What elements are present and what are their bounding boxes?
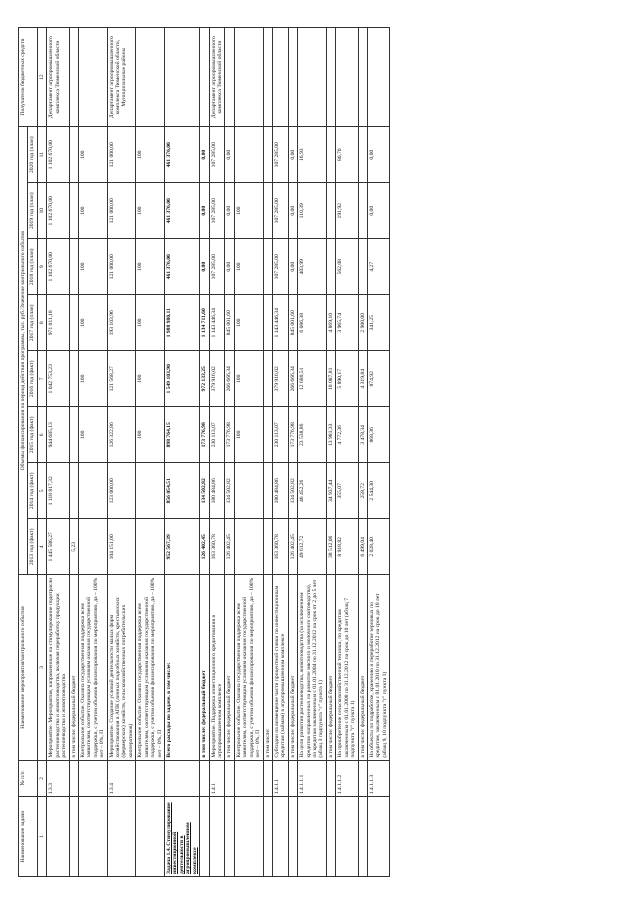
row-value: 38 512,06 xyxy=(326,519,335,575)
row-value: 403,99 xyxy=(298,239,327,295)
column-number-12: 12 xyxy=(37,28,46,127)
row-value: 80,70 xyxy=(336,127,358,183)
row-value xyxy=(263,127,272,183)
row-description: Мероприятие. Создание условий деятельности малых форм хозяйствования в АПК (личных подсобных хозяйств, крестьянских (фермерских) хозяйств, сельскохозяйственных потребительских кооперативов) xyxy=(107,575,136,760)
year-header-7: 2019 год (план) xyxy=(28,183,37,239)
row-value: 110,39 xyxy=(298,183,327,239)
program-table xyxy=(18,27,390,877)
row-value xyxy=(234,127,263,183)
row-value xyxy=(69,463,78,519)
row-value: 4 869,10 xyxy=(326,295,335,351)
table-row xyxy=(288,28,297,877)
table-row xyxy=(200,28,209,877)
row-value: 379 916,02 xyxy=(272,351,288,407)
row-value: 0,00 xyxy=(288,183,297,239)
row-value: 1 102 670,00 xyxy=(47,183,69,239)
row-value xyxy=(234,519,263,575)
row-task xyxy=(326,797,335,877)
table-row xyxy=(69,28,78,877)
row-value: 0,00 xyxy=(225,127,234,183)
row-value: 266 666,34 xyxy=(225,351,234,407)
row-value: 121 000,00 xyxy=(107,239,136,295)
table-row xyxy=(298,28,327,877)
row-value: 100 xyxy=(234,295,263,351)
row-value xyxy=(326,127,335,183)
year-header-5: 2017 год (план) xyxy=(28,295,37,351)
row-value: 1 143 446,34 xyxy=(209,295,225,351)
row-task xyxy=(78,797,107,877)
row-value xyxy=(69,351,78,407)
row-value: 107 285,00 xyxy=(209,239,225,295)
row-recipient xyxy=(225,28,234,127)
header-recipients: Получатели бюджетных средств xyxy=(19,28,38,127)
row-recipient: Департамент агропромышленного комплекса Тюменской области xyxy=(47,28,69,127)
table-row xyxy=(272,28,288,877)
row-value: 100 xyxy=(78,183,107,239)
table-row xyxy=(358,28,367,877)
row-value: 23 538,86 xyxy=(298,407,327,463)
row-number: 1.4.1.1.3 xyxy=(367,760,389,797)
row-recipient xyxy=(200,28,209,127)
row-description: в том числе: федеральный бюджет xyxy=(69,575,78,760)
year-header-1: 2013 год (факт) xyxy=(28,519,37,575)
year-header-2: 2014 год (факт) xyxy=(28,463,37,519)
row-task xyxy=(225,797,234,877)
row-value xyxy=(358,183,367,239)
row-recipient xyxy=(136,28,165,127)
row-recipient: Департамент агропромышленного комплекса Тюменской области xyxy=(209,28,225,127)
row-value xyxy=(69,239,78,295)
row-value: 972 133,25 xyxy=(200,351,209,407)
row-value xyxy=(136,463,165,519)
row-value: 100 xyxy=(136,407,165,463)
row-task xyxy=(288,797,297,877)
column-number-7: 7 xyxy=(37,351,46,407)
header-num: № п/п xyxy=(19,760,38,797)
row-value: 100 xyxy=(78,127,107,183)
row-value: 952 567,39 xyxy=(165,519,200,575)
row-task xyxy=(298,797,327,877)
table-row xyxy=(107,28,136,877)
row-value: 6 499,04 xyxy=(358,519,367,575)
column-number-5: 5 xyxy=(37,463,46,519)
row-task: Задача 1.4. Стимулирование инвестиционной деятельности в агропромышленном комплексе xyxy=(165,797,200,877)
row-value: 104 151,00 xyxy=(107,519,136,575)
row-value xyxy=(358,239,367,295)
row-value: 0,00 xyxy=(200,127,209,183)
row-value: 100 xyxy=(234,183,263,239)
row-recipient xyxy=(263,28,272,127)
row-value: 8 918,82 xyxy=(336,519,358,575)
row-value: 1 134 711,60 xyxy=(200,295,209,351)
row-value: 4,27 xyxy=(367,239,389,295)
row-description: в том числе: федеральный бюджет xyxy=(326,575,335,760)
row-value: 134 502,82 xyxy=(288,463,297,519)
row-number xyxy=(136,760,165,797)
row-value: 10 087,81 xyxy=(326,351,335,407)
column-number-2: 2 xyxy=(37,760,46,797)
row-task xyxy=(272,797,288,877)
row-task xyxy=(200,797,209,877)
row-value xyxy=(78,463,107,519)
row-description: Всего расходы по задаче, в том числе: xyxy=(165,575,200,760)
row-description: Мероприятие. Мероприятия, направленные на стимулирование подотрасли растениеводства и животноводства, включая переработку продукции растениеводства и животноводства xyxy=(47,575,69,760)
row-number xyxy=(200,760,209,797)
row-description: Мероприятие. Поддержка инвестиционного кредитования в агропромышленном комплексе xyxy=(209,575,225,760)
row-value: 1 102 670,00 xyxy=(47,127,69,183)
row-value: 379 916,02 xyxy=(209,351,225,407)
table-row xyxy=(225,28,234,877)
row-value: 0,00 xyxy=(288,127,297,183)
row-value: 100 xyxy=(234,407,263,463)
row-value: 874,92 xyxy=(367,351,389,407)
row-value: 100 xyxy=(78,295,107,351)
row-recipient xyxy=(288,28,297,127)
row-value: 230 113,07 xyxy=(272,407,288,463)
row-description: На объекты по подработке, хранению и переработке зерновых по кредитам, заключенным с 01.01.2010 по 31.12.2012 на срок до 10 лет (абзац 9, 10 подпункта "г" пункта 1) xyxy=(367,575,389,760)
row-value: 845 001,60 xyxy=(225,295,234,351)
row-recipient: Департамент агропромышленного комплекса Тюменской области, Муниципальные районы xyxy=(107,28,136,127)
row-description: в том числе: федеральный бюджет xyxy=(225,575,234,760)
row-value: 12 680,51 xyxy=(298,351,327,407)
table-row xyxy=(326,28,335,877)
row-value xyxy=(69,183,78,239)
row-task xyxy=(47,797,69,877)
row-value: 1 549 103,90 xyxy=(165,351,200,407)
column-number-4: 4 xyxy=(37,519,46,575)
table-row xyxy=(263,28,272,877)
row-task xyxy=(136,797,165,877)
table-row xyxy=(165,28,200,877)
row-value: 100 xyxy=(136,127,165,183)
row-value: 461 376,00 xyxy=(165,183,200,239)
row-value: 4 772,36 xyxy=(336,407,358,463)
row-task xyxy=(234,797,263,877)
row-value: 121 568,27 xyxy=(107,351,136,407)
row-recipient xyxy=(358,28,367,127)
year-header-8: 2020 год (план) xyxy=(28,127,37,183)
row-value: 5 890,17 xyxy=(336,351,358,407)
row-value: 126 402,45 xyxy=(288,519,297,575)
row-value: 163 360,78 xyxy=(209,519,225,575)
row-description: в том числе: федеральный бюджет xyxy=(288,575,297,760)
row-recipient xyxy=(298,28,327,127)
row-value: 6 086,38 xyxy=(298,295,327,351)
row-value: 461 376,00 xyxy=(165,239,200,295)
row-value: 107 285,00 xyxy=(272,127,288,183)
row-value: 1 143 446,34 xyxy=(272,295,288,351)
row-value: 845 001,60 xyxy=(288,295,297,351)
column-number-10: 10 xyxy=(37,183,46,239)
row-value xyxy=(263,463,272,519)
row-value: 107 285,00 xyxy=(272,183,288,239)
row-value: 1 445 586,27 xyxy=(47,519,69,575)
row-value: 100 xyxy=(78,351,107,407)
row-value: 2 028,40 xyxy=(367,519,389,575)
row-value: 856 054,51 xyxy=(165,463,200,519)
row-value: 134 502,82 xyxy=(225,463,234,519)
row-value xyxy=(136,519,165,575)
row-value: 3 478,34 xyxy=(358,407,367,463)
row-value: 191,92 xyxy=(336,183,358,239)
row-value: 1 118 817,32 xyxy=(47,463,69,519)
row-description: в том числе: федеральный бюджет xyxy=(200,575,209,760)
row-number: 1.4.1 xyxy=(209,760,225,797)
row-recipient xyxy=(336,28,358,127)
row-recipient xyxy=(78,28,107,127)
row-value: 180 484,86 xyxy=(209,463,225,519)
row-value: 1 988 980,11 xyxy=(165,295,200,351)
row-value: 461 376,00 xyxy=(165,127,200,183)
table-row xyxy=(234,28,263,877)
row-value: 121 000,00 xyxy=(107,183,136,239)
header-funding: Объемы финансирования на период действия программы, тыс. руб./Значение контрольного события xyxy=(19,127,28,575)
row-value: 0,00 xyxy=(288,239,297,295)
row-number: 1.4.1.1 xyxy=(272,760,288,797)
row-value: 341,25 xyxy=(367,295,389,351)
row-value: 49 612,72 xyxy=(298,519,327,575)
row-value: 107 285,00 xyxy=(209,127,225,183)
header-event: Наименование мероприятия/контрольного события xyxy=(19,575,38,760)
row-value: 971 011,18 xyxy=(47,295,69,351)
row-number xyxy=(69,760,78,797)
row-value: 126 402,45 xyxy=(200,519,209,575)
row-value: 100 xyxy=(234,239,263,295)
row-value: 0,00 xyxy=(367,127,389,183)
table-row xyxy=(336,28,358,877)
row-task xyxy=(107,797,136,877)
row-number: 1.3.3 xyxy=(47,760,69,797)
table-row xyxy=(78,28,107,877)
row-number: 1.4.1.1.2 xyxy=(336,760,358,797)
row-recipient xyxy=(326,28,335,127)
row-number xyxy=(78,760,107,797)
row-value: 100 xyxy=(136,351,165,407)
row-value: 100 xyxy=(136,239,165,295)
row-number xyxy=(288,760,297,797)
row-number: 1.3.4 xyxy=(107,760,136,797)
row-number xyxy=(263,760,272,797)
row-value: 5,23 xyxy=(69,519,78,575)
row-value: 126 402,45 xyxy=(225,519,234,575)
row-value: 4 319,84 xyxy=(358,351,367,407)
row-value xyxy=(78,519,107,575)
row-value: 355,07 xyxy=(336,463,358,519)
row-value: 0,00 xyxy=(225,239,234,295)
table-row xyxy=(367,28,389,877)
row-value: 868,36 xyxy=(367,407,389,463)
row-value: 2 544,30 xyxy=(367,463,389,519)
row-value: 121 000,00 xyxy=(107,127,136,183)
row-number: 1.4.1.1.1 xyxy=(298,760,327,797)
row-value xyxy=(358,127,367,183)
row-value: 173 776,98 xyxy=(200,407,209,463)
row-value: 180 484,86 xyxy=(272,463,288,519)
row-value xyxy=(263,239,272,295)
row-description: в том числе: xyxy=(263,575,272,760)
year-header-4: 2016 год (факт) xyxy=(28,351,37,407)
row-value: 230 113,07 xyxy=(209,407,225,463)
row-description: На цели развития растениеводства, животноводства (за исключением кредитов направленных на развитие мясного и молочного скотоводства), по кредитам заключенным с 01.01.2004 по 31.12.2012 на срок от 2 до 5 лет (абзац 3 подпункта "г" пункта 1) xyxy=(298,575,327,760)
row-value: 100 xyxy=(234,351,263,407)
row-value: 258,72 xyxy=(358,463,367,519)
row-value: 193 103,96 xyxy=(107,295,136,351)
row-value: 1 042 753,23 xyxy=(47,351,69,407)
row-value xyxy=(69,407,78,463)
row-description: Субсидии на возмещение части процентной ставки по инвестиционным кредитам (займам) в агропромышленном комплексе xyxy=(272,575,288,760)
row-value xyxy=(263,295,272,351)
row-value: 34 937,44 xyxy=(326,463,335,519)
row-value: 562,08 xyxy=(336,239,358,295)
row-number xyxy=(326,760,335,797)
row-number xyxy=(165,760,200,797)
row-description: Контрольное событие. Оказана государственная поддержка всем заявителям, соответствующим условиям оказания государственной поддержки, с учетом объемов финансирования по мероприятию, да – 100% нет – 0%, П xyxy=(234,575,263,760)
header-task: Наименование задачи xyxy=(19,797,38,877)
row-recipient xyxy=(234,28,263,127)
row-value xyxy=(326,183,335,239)
row-value: 266 666,34 xyxy=(288,351,297,407)
row-value xyxy=(263,183,272,239)
row-value xyxy=(263,407,272,463)
row-value: 13 981,33 xyxy=(326,407,335,463)
row-value: 898 764,15 xyxy=(165,407,200,463)
row-description: Контрольное событие. Оказана государственная поддержка всем заявителям, соответствующим условиям оказания государственной поддержки, с учетом объемов финансирования по мероприятию, да – 100% нет – 0%, П xyxy=(78,575,107,760)
row-value: 100 xyxy=(78,239,107,295)
row-value: 0,00 xyxy=(200,239,209,295)
table-row xyxy=(209,28,225,877)
row-value xyxy=(263,519,272,575)
row-task xyxy=(336,797,358,877)
column-number-11: 11 xyxy=(37,127,46,183)
row-value: 123 000,00 xyxy=(107,463,136,519)
row-number xyxy=(358,760,367,797)
row-number xyxy=(225,760,234,797)
row-value: 100 xyxy=(136,183,165,239)
row-value: 100 xyxy=(78,407,107,463)
year-header-6: 2018 год (план) xyxy=(28,239,37,295)
column-number-9: 9 xyxy=(37,239,46,295)
row-value: 107 285,00 xyxy=(272,239,288,295)
row-value xyxy=(69,295,78,351)
row-value: 163 360,78 xyxy=(272,519,288,575)
year-header-3: 2015 год (факт) xyxy=(28,407,37,463)
row-task xyxy=(358,797,367,877)
row-value: 944 685,13 xyxy=(47,407,69,463)
row-value xyxy=(326,239,335,295)
row-recipient xyxy=(272,28,288,127)
row-value: 173 776,98 xyxy=(225,407,234,463)
column-number-1: 1 xyxy=(37,797,46,877)
row-description: На приобретение сельскохозяйственной техники, по кредитам заключенным с 01.01.2008 по 31.12.2012 на срок до 10 лет (абзац 7 подпункта "г" пункта 1) xyxy=(336,575,358,760)
row-value: 16,93 xyxy=(298,127,327,183)
row-task xyxy=(367,797,389,877)
row-value: 2 900,00 xyxy=(358,295,367,351)
row-recipient xyxy=(165,28,200,127)
row-value: 100 xyxy=(136,295,165,351)
row-value: 126 322,86 xyxy=(107,407,136,463)
column-number-8: 8 xyxy=(37,295,46,351)
row-value: 0,00 xyxy=(200,183,209,239)
row-task xyxy=(263,797,272,877)
row-value: 46 452,26 xyxy=(298,463,327,519)
row-value: 1 102 670,00 xyxy=(47,239,69,295)
column-number-6: 6 xyxy=(37,407,46,463)
row-value: 134 502,82 xyxy=(200,463,209,519)
row-value: 0,00 xyxy=(225,183,234,239)
row-task xyxy=(69,797,78,877)
row-value: 107 285,00 xyxy=(209,183,225,239)
row-description: в том числе: федеральный бюджет xyxy=(358,575,367,760)
row-recipient xyxy=(69,28,78,127)
row-recipient xyxy=(367,28,389,127)
row-value: 3 965,74 xyxy=(336,295,358,351)
row-value: 0,00 xyxy=(367,183,389,239)
row-task xyxy=(209,797,225,877)
table-row xyxy=(136,28,165,877)
row-value xyxy=(263,351,272,407)
table-row xyxy=(47,28,69,877)
row-value xyxy=(234,463,263,519)
row-description: Контрольное событие. Оказана государственная поддержка всем заявителям, соответствующим условиям оказания государственной поддержки, с учетом объемов финансирования по мероприятию, да – 100% нет – 0%, П xyxy=(136,575,165,760)
row-value xyxy=(69,127,78,183)
row-number xyxy=(234,760,263,797)
row-value: 173 776,98 xyxy=(288,407,297,463)
column-number-3: 3 xyxy=(37,575,46,760)
